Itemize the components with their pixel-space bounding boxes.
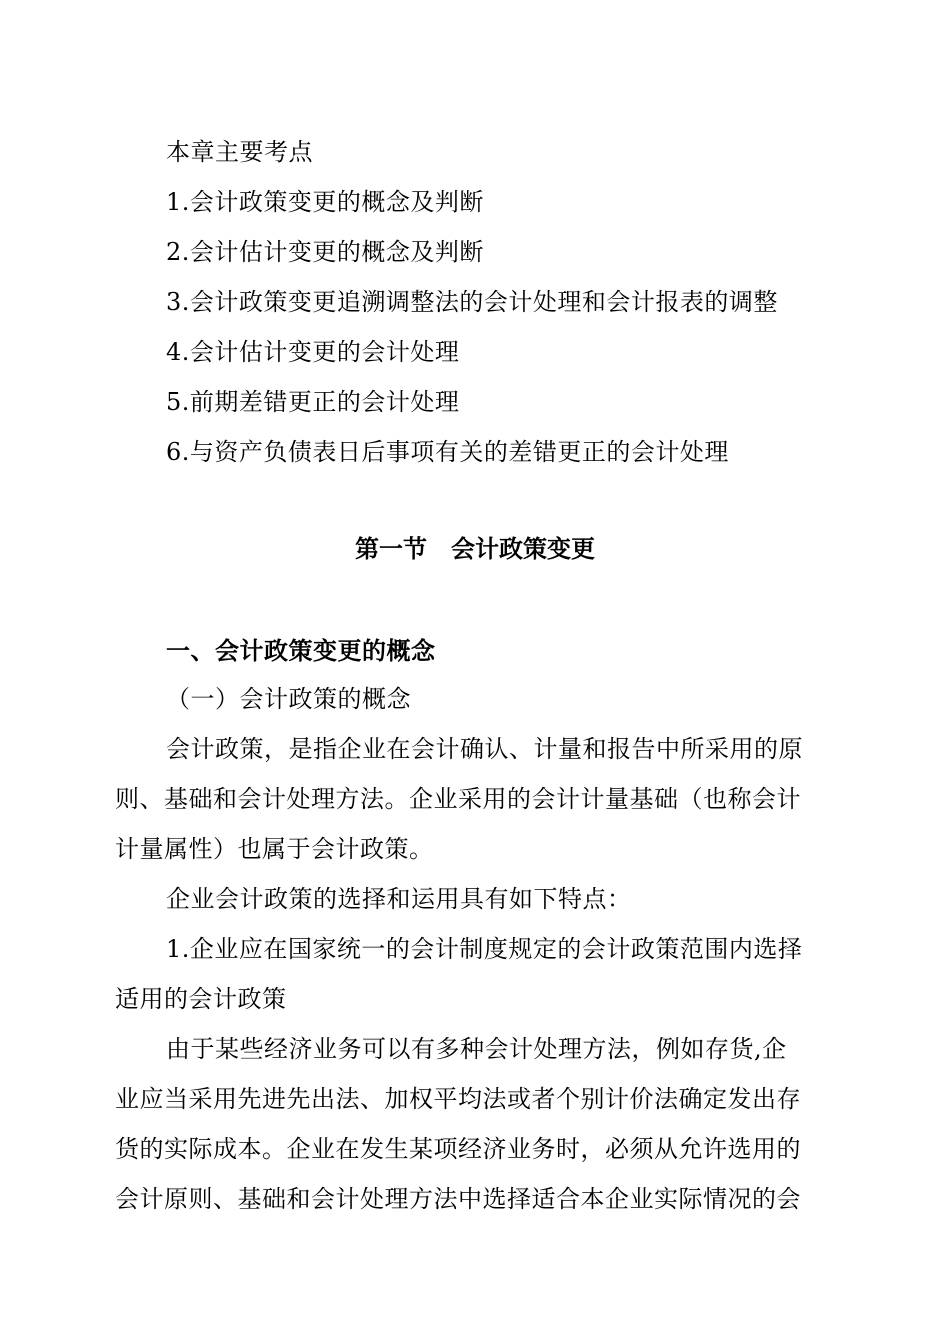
key-points-title: 本章主要考点 (166, 138, 313, 166)
paragraph-line: 货的实际成本。企业在发生某项经济业务时，必须从允许选用的 (115, 1135, 801, 1163)
key-point-item: 2.会计估计变更的概念及判断 (166, 238, 484, 266)
key-point-item: 6.与资产负债表日后事项有关的差错更正的会计处理 (166, 438, 729, 466)
subsection-subheading: （一）会计政策的概念 (166, 685, 411, 713)
key-point-item: 1.会计政策变更的概念及判断 (166, 188, 484, 216)
paragraph-line: 业应当采用先进先出法、加权平均法或者个别计价法确定发出存 (115, 1085, 801, 1113)
paragraph-line: 适用的会计政策 (115, 985, 287, 1013)
key-point-item: 3.会计政策变更追溯调整法的会计处理和会计报表的调整 (166, 288, 778, 316)
paragraph-line: 由于某些经济业务可以有多种会计处理方法，例如存货,企 (166, 1035, 787, 1063)
paragraph-line: 企业会计政策的选择和运用具有如下特点： (166, 885, 632, 913)
paragraph-line: 会计政策，是指企业在会计确认、计量和报告中所采用的原 (166, 735, 803, 763)
paragraph-line: 则、基础和会计处理方法。企业采用的会计计量基础（也称会计 (115, 785, 801, 813)
section-title: 第一节 会计政策变更 (355, 535, 595, 563)
key-point-item: 5.前期差错更正的会计处理 (166, 388, 460, 416)
key-point-item: 4.会计估计变更的会计处理 (166, 338, 460, 366)
paragraph-line: 1.企业应在国家统一的会计制度规定的会计政策范围内选择 (166, 935, 803, 963)
paragraph-line: 会计原则、基础和会计处理方法中选择适合本企业实际情况的会 (115, 1185, 801, 1213)
paragraph-line: 计量属性）也属于会计政策。 (115, 835, 434, 863)
subsection-heading: 一、会计政策变更的概念 (166, 637, 436, 665)
